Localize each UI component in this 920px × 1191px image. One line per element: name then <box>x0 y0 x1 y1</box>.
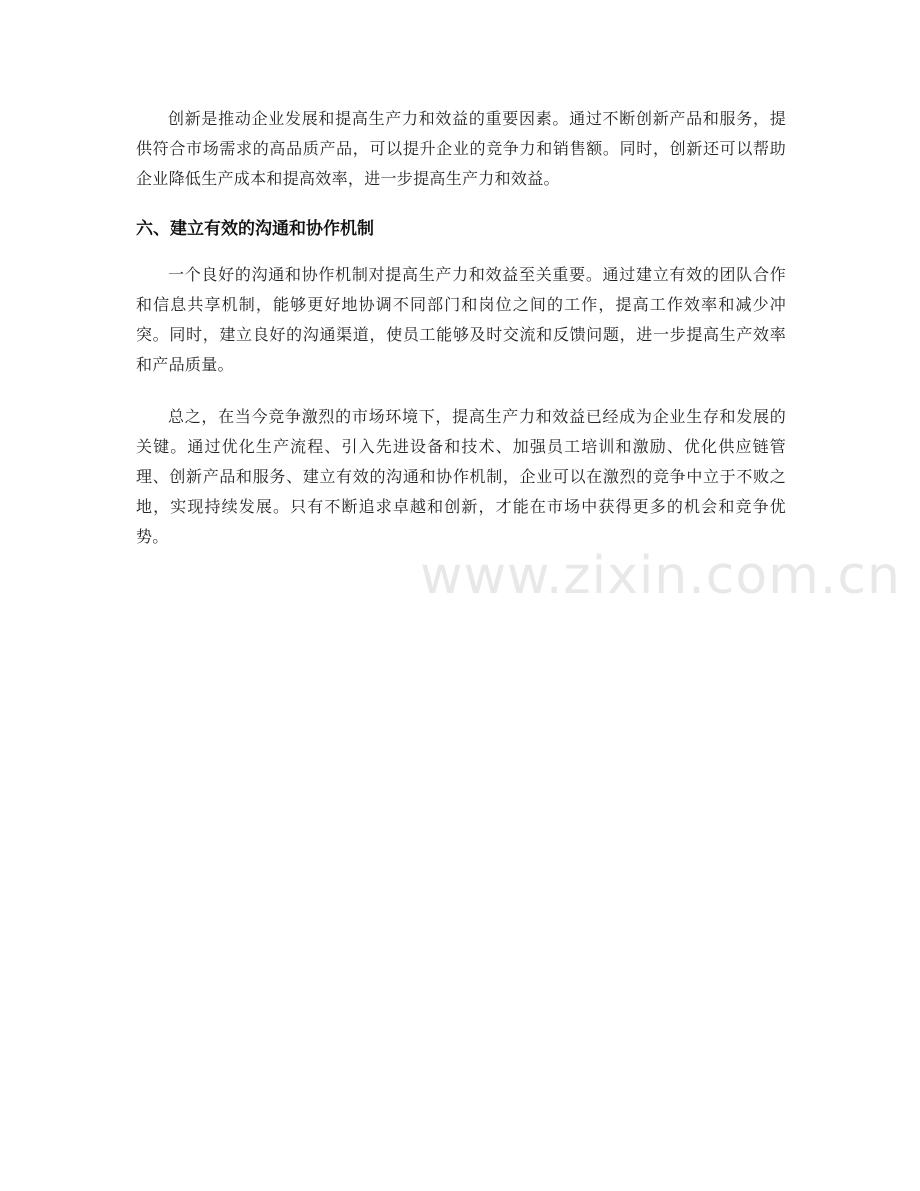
paragraph-innovation: 创新是推动企业发展和提高生产力和效益的重要因素。通过不断创新产品和服务，提供符合市场需求的高品质产品，可以提升企业的竞争力和销售额。同时，创新还可以帮助企业降低生产成本和提高效率，进一步提高生产力和效益。 <box>136 109 786 188</box>
paragraph-communication: 一个良好的沟通和协作机制对提高生产力和效益至关重要。通过建立有效的团队合作和信息共享机制，能够更好地协调不同部门和岗位之间的工作，提高工作效率和减少冲突。同时，建立良好的沟通渠道，使员工能够及时交流和反馈问题，进一步提高生产效率和产品质量。 <box>136 265 786 374</box>
watermark: www.zixin.com.cn <box>420 546 901 606</box>
paragraph-conclusion: 总之，在当今竞争激烈的市场环境下，提高生产力和效益已经成为企业生存和发展的关键。通过优化生产流程、引入先进设备和技术、加强员工培训和激励、优化供应链管理、创新产品和服务、建立有效的沟通和协作机制，企业可以在激烈的竞争中立于不败之地，实现持续发展。只有不断追求卓越和创新，才能在市场中获得更多的机会和竞争优势。 <box>136 407 786 546</box>
section-heading: 六、建立有效的沟通和协作机制 <box>136 219 374 239</box>
document-body <box>136 104 786 552</box>
